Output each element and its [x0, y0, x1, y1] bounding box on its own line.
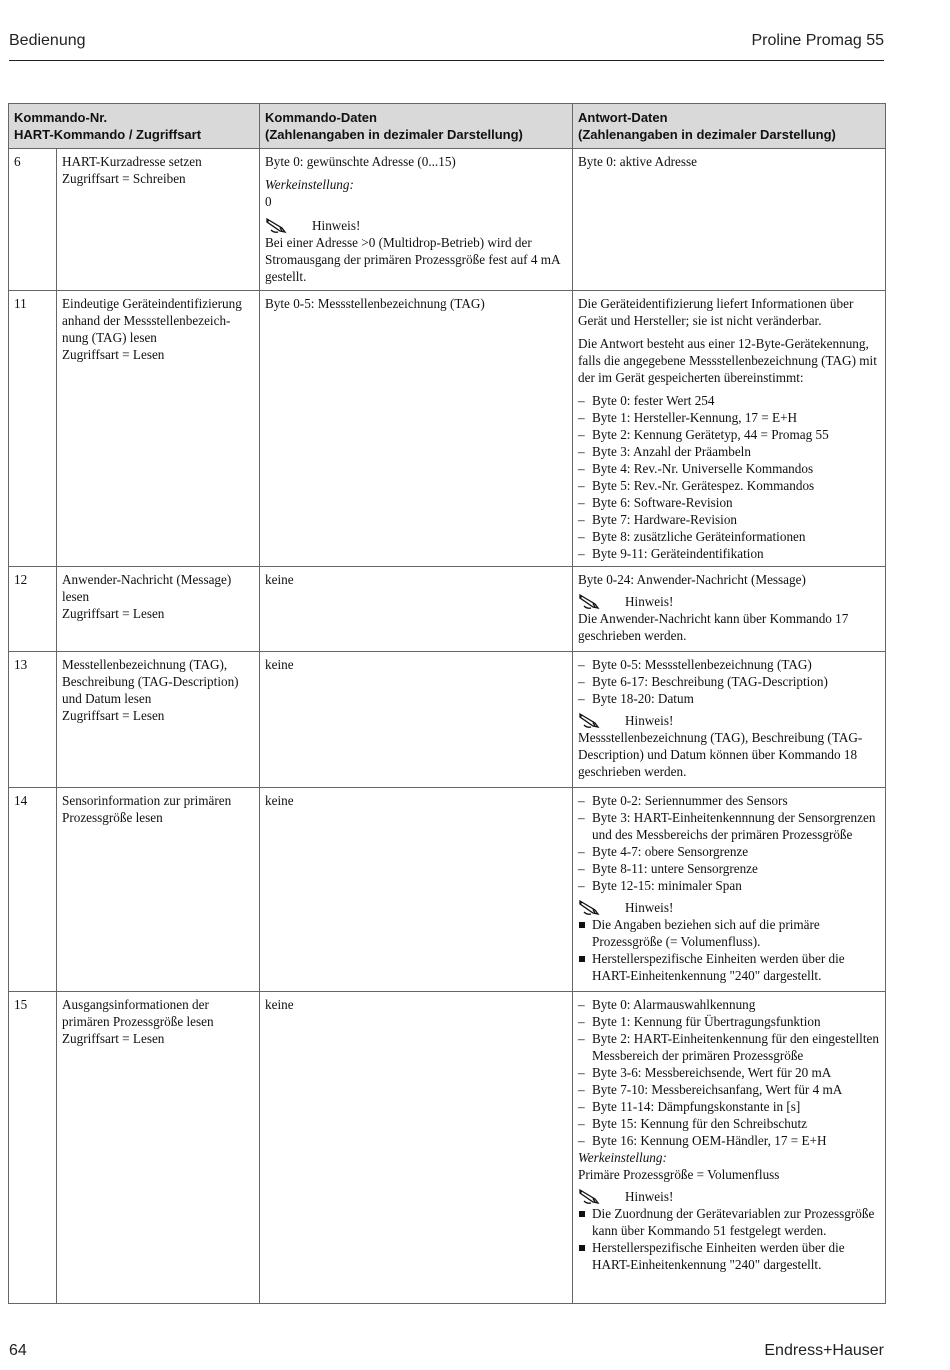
- command-access-type: Zugriffsart = Lesen: [62, 606, 165, 621]
- list-item: Die Angaben beziehen sich auf die primäre Prozessgröße (= Volumenfluss).: [578, 916, 880, 950]
- command-data-text: keine: [265, 793, 294, 808]
- list-item: – Byte 8-11: untere Sensorgrenze: [578, 860, 880, 877]
- list-item: – Byte 1: Hersteller-Kennung, 17 = E+H: [578, 409, 880, 426]
- command-access-type: Zugriffsart = Lesen: [62, 1031, 165, 1046]
- list-item: – Byte 2: Kennung Gerätetyp, 44 = Promag 55: [578, 426, 880, 443]
- column-header-answer-data-line2: (Zahlenangaben in dezimaler Darstellung): [578, 127, 836, 142]
- command-data-cell: [260, 567, 573, 652]
- list-item: – Byte 0: Alarmauswahlkennung: [578, 996, 880, 1013]
- command-description-line: Anwender-Nachricht (Message): [62, 572, 232, 587]
- note-text: Messstellenbezeichnung (TAG), Beschreibung (TAG-Description) und Datum können über Kommando 18 geschrieben werden.: [578, 730, 863, 779]
- command-access-type: Zugriffsart = Schreiben: [62, 171, 186, 186]
- list-item: – Byte 0: fester Wert 254: [578, 392, 880, 409]
- list-item: – Byte 9-11: Geräteindentifikation: [578, 545, 880, 562]
- command-data-cell: [260, 291, 573, 567]
- command-description-line: lesen: [62, 589, 90, 604]
- pencil-note-icon: [265, 216, 291, 234]
- note-label: Hinweis!: [625, 712, 674, 728]
- header-product-name: Proline Promag 55: [751, 32, 884, 49]
- column-header-command-data-line2: (Zahlenangaben in dezimaler Darstellung): [265, 127, 523, 142]
- command-number: 6: [9, 149, 57, 291]
- pencil-note-icon: [578, 711, 604, 729]
- answer-paragraph: Die Geräteidentifizierung liefert Informationen über Gerät und Hersteller; sie ist nicht veränderbar.: [578, 296, 854, 328]
- note-label: Hinweis!: [312, 217, 361, 233]
- list-item: – Byte 3-6: Messbereichsende, Wert für 20 mA: [578, 1064, 880, 1081]
- list-item: – Byte 12-15: minimaler Span: [578, 877, 880, 894]
- hart-command-table: [8, 103, 886, 1304]
- list-item: Herstellerspezifische Einheiten werden über die HART-Einheitenkennung "240" dargestellt.: [578, 1239, 880, 1273]
- footer-brand: Endress+Hauser: [764, 1342, 884, 1359]
- list-item: – Byte 0-5: Messstellenbezeichnung (TAG): [578, 656, 880, 673]
- command-data-cell: [260, 788, 573, 992]
- command-data-text: keine: [265, 657, 294, 672]
- factory-setting-value: 0: [265, 194, 272, 209]
- list-item: – Byte 3: HART-Einheitenkennnung der Sensorgrenzen und des Messbereichs der primären Prozessgröße: [578, 809, 880, 843]
- answer-data-cell: [573, 992, 886, 1304]
- answer-paragraph: Die Antwort besteht aus einer 12-Byte-Gerätekennung, falls die angegebene Messstellenbezeichnung (TAG) mit der im Gerät gespeicherten übereinstimmt:: [578, 336, 877, 385]
- list-item: – Byte 7-10: Messbereichsanfang, Wert für 4 mA: [578, 1081, 880, 1098]
- command-description-line: Beschreibung (TAG-Description): [62, 674, 239, 689]
- list-item: – Byte 18-20: Datum: [578, 690, 880, 707]
- list-item: – Byte 6: Software-Revision: [578, 494, 880, 511]
- table-row: [9, 652, 886, 788]
- list-item: – Byte 2: HART-Einheitenkennung für den eingestellten Messbereich der primären Prozessgröße: [578, 1030, 880, 1064]
- column-header-command-data: [260, 104, 573, 149]
- answer-byte-list: [578, 792, 880, 894]
- table-row: [9, 788, 886, 992]
- answer-data-cell: [573, 567, 886, 652]
- command-data-text: keine: [265, 572, 294, 587]
- command-data-text: keine: [265, 997, 294, 1012]
- answer-data-text: Byte 0: aktive Adresse: [578, 154, 698, 169]
- column-header-command: [9, 104, 260, 149]
- answer-byte-list: [578, 392, 880, 562]
- list-item: – Byte 7: Hardware-Revision: [578, 511, 880, 528]
- header-section-title: Bedienung: [9, 32, 86, 49]
- note-bullet-list: [578, 916, 880, 984]
- command-data-cell: [260, 992, 573, 1304]
- note-heading: [265, 216, 567, 234]
- list-item: – Byte 1: Kennung für Übertragungsfunktion: [578, 1013, 880, 1030]
- note-bullet-list: [578, 1205, 880, 1273]
- header-rule: [9, 60, 884, 61]
- command-number: 14: [9, 788, 57, 992]
- list-item: – Byte 16: Kennung OEM-Händler, 17 = E+H: [578, 1132, 880, 1149]
- command-description: [57, 788, 260, 992]
- list-item: – Byte 4-7: obere Sensorgrenze: [578, 843, 880, 860]
- answer-byte-list: [578, 996, 880, 1149]
- column-header-answer-data-line1: Antwort-Daten: [578, 110, 668, 125]
- command-number: 15: [9, 992, 57, 1304]
- pencil-note-icon: [578, 592, 604, 610]
- footer-page-number: 64: [9, 1342, 27, 1359]
- command-description-line: anhand der Messstellenbezeich-: [62, 313, 231, 328]
- table-row: [9, 291, 886, 567]
- command-data-text: Byte 0-5: Messstellenbezeichnung (TAG): [265, 296, 485, 311]
- note-text: Die Anwender-Nachricht kann über Kommando 17 geschrieben werden.: [578, 611, 849, 643]
- column-header-command-line2: HART-Kommando / Zugriffsart: [14, 127, 202, 142]
- answer-data-cell: [573, 149, 886, 291]
- list-item: – Byte 4: Rev.-Nr. Universelle Kommandos: [578, 460, 880, 477]
- note-text: Bei einer Adresse >0 (Multidrop-Betrieb) wird der Stromausgang der primären Prozessgröße fest auf 4 mA gestellt.: [265, 235, 560, 284]
- command-number: 13: [9, 652, 57, 788]
- list-item: – Byte 3: Anzahl der Präambeln: [578, 443, 880, 460]
- answer-data-cell: [573, 788, 886, 992]
- command-description-line: Sensorinformation zur primären: [62, 793, 232, 808]
- note-label: Hinweis!: [625, 899, 674, 915]
- list-item: Herstellerspezifische Einheiten werden über die HART-Einheitenkennung "240" dargestellt.: [578, 950, 880, 984]
- list-item: – Byte 6-17: Beschreibung (TAG-Description): [578, 673, 880, 690]
- list-item: Die Zuordnung der Gerätevariablen zur Prozessgröße kann über Kommando 51 festgelegt werden.: [578, 1205, 880, 1239]
- answer-data-cell: [573, 652, 886, 788]
- list-item: – Byte 8: zusätzliche Geräteinformationen: [578, 528, 880, 545]
- command-description: [57, 652, 260, 788]
- list-item: – Byte 11-14: Dämpfungskonstante in [s]: [578, 1098, 880, 1115]
- command-access-type: Zugriffsart = Lesen: [62, 708, 165, 723]
- command-description: [57, 567, 260, 652]
- note-heading: [578, 592, 880, 610]
- table-row: [9, 149, 886, 291]
- command-description-line: nung (TAG) lesen: [62, 330, 157, 345]
- command-description-line: primären Prozessgröße lesen: [62, 1014, 214, 1029]
- command-description: [57, 149, 260, 291]
- list-item: – Byte 5: Rev.-Nr. Gerätespez. Kommandos: [578, 477, 880, 494]
- column-header-command-data-line1: Kommando-Daten: [265, 110, 377, 125]
- answer-data-cell: [573, 291, 886, 567]
- command-description-line: Messtellenbezeichnung (TAG),: [62, 657, 228, 672]
- factory-setting-value: Primäre Prozessgröße = Volumenfluss: [578, 1167, 780, 1182]
- pencil-note-icon: [578, 898, 604, 916]
- command-number: 11: [9, 291, 57, 567]
- column-header-answer-data: [573, 104, 886, 149]
- command-data-text: Byte 0: gewünschte Adresse (0...15): [265, 154, 456, 169]
- table-header-row: [9, 104, 886, 149]
- list-item: – Byte 15: Kennung für den Schreibschutz: [578, 1115, 880, 1132]
- note-heading: [578, 898, 880, 916]
- table-row: [9, 992, 886, 1304]
- command-description-line: Prozessgröße lesen: [62, 810, 163, 825]
- answer-byte-list: [578, 656, 880, 707]
- command-description-line: Eindeutige Geräteindentifizierung: [62, 296, 242, 311]
- command-description-line: HART-Kurzadresse setzen: [62, 154, 202, 169]
- factory-setting-label: Werkeinstellung:: [578, 1150, 667, 1165]
- command-data-cell: [260, 652, 573, 788]
- answer-data-text: Byte 0-24: Anwender-Nachricht (Message): [578, 572, 806, 587]
- command-number: 12: [9, 567, 57, 652]
- command-description-line: und Datum lesen: [62, 691, 152, 706]
- command-description: [57, 992, 260, 1304]
- command-description-line: Ausgangsinformationen der: [62, 997, 209, 1012]
- note-heading: [578, 711, 880, 729]
- factory-setting-label: Werkeinstellung:: [265, 177, 354, 192]
- command-description: [57, 291, 260, 567]
- list-item: – Byte 0-2: Seriennummer des Sensors: [578, 792, 880, 809]
- note-heading: [578, 1187, 880, 1205]
- note-label: Hinweis!: [625, 1188, 674, 1204]
- column-header-command-line1: Kommando-Nr.: [14, 110, 108, 125]
- command-access-type: Zugriffsart = Lesen: [62, 347, 165, 362]
- note-label: Hinweis!: [625, 593, 674, 609]
- table-row: [9, 567, 886, 652]
- pencil-note-icon: [578, 1187, 604, 1205]
- command-data-cell: [260, 149, 573, 291]
